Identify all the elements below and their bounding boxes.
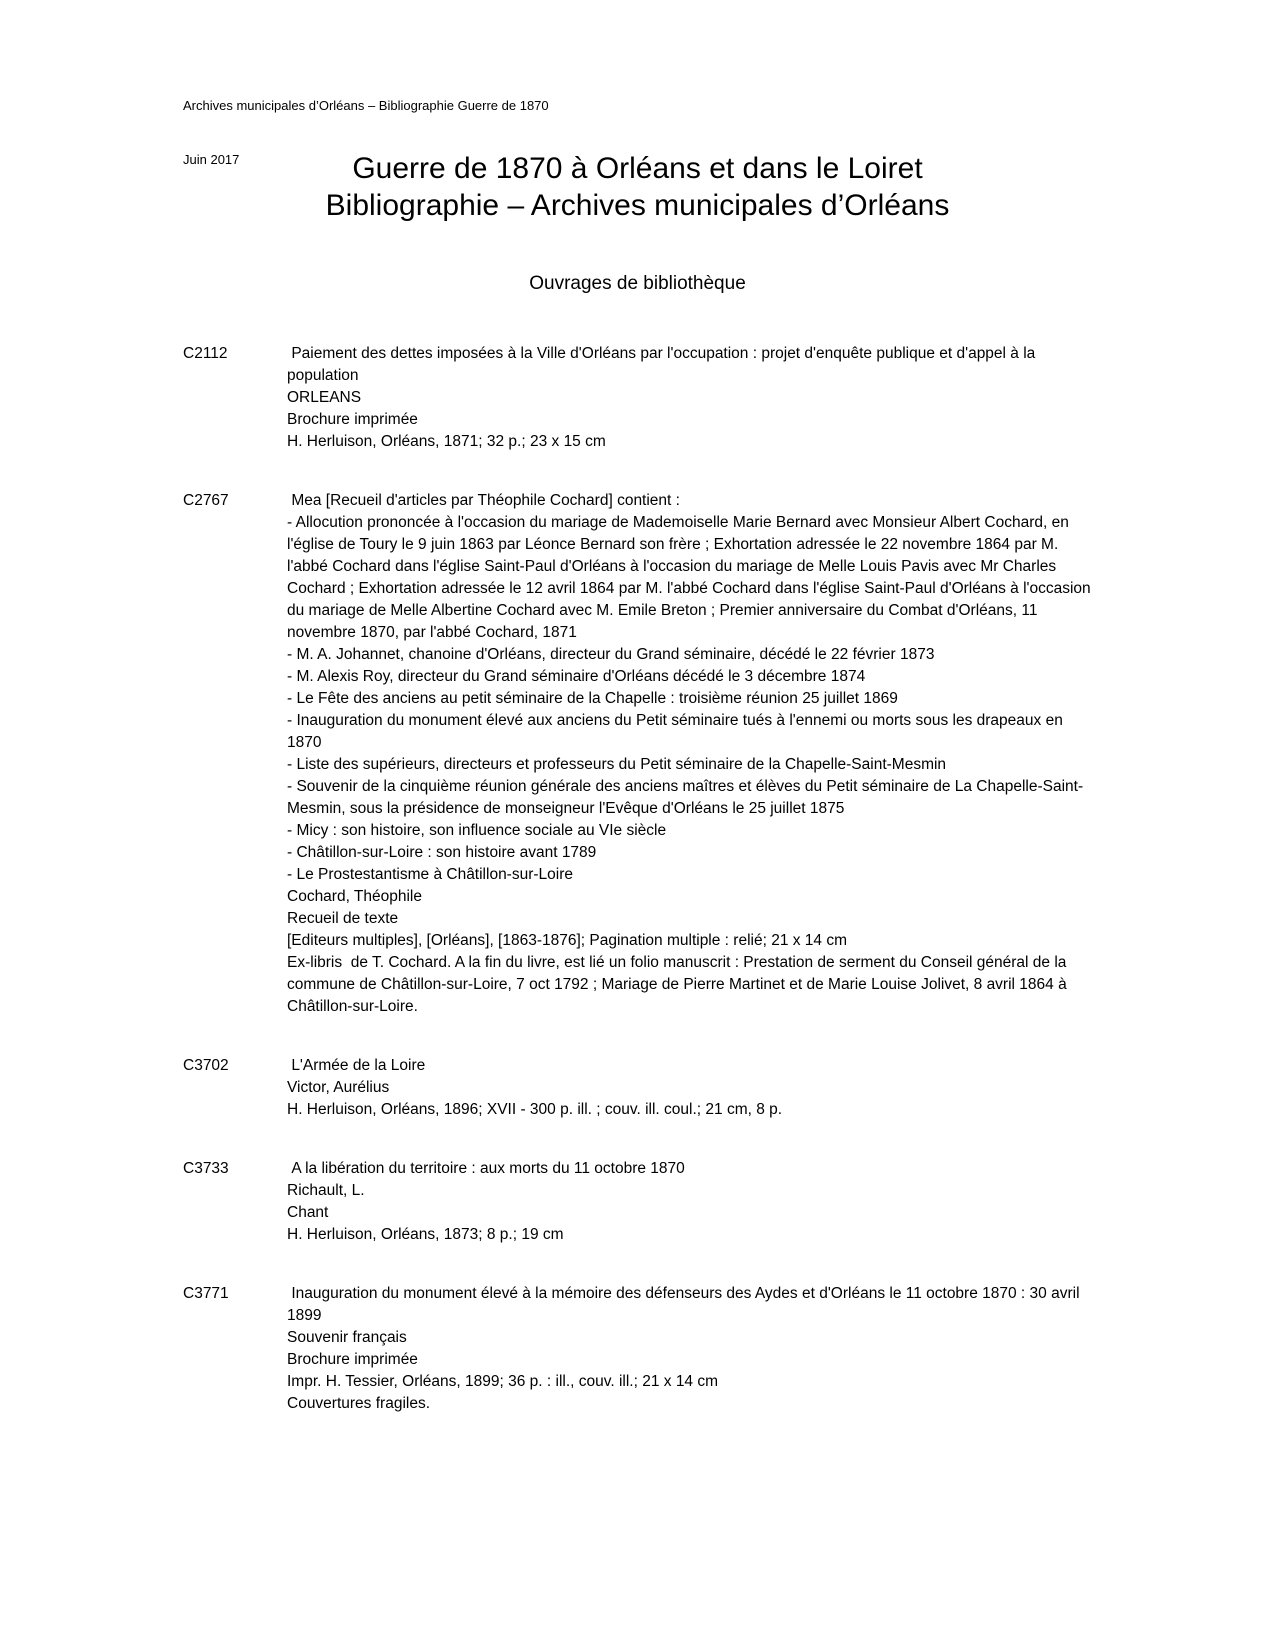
entry-paragraph: Inauguration du monument élevé à la mémoire des défenseurs des Aydes et d'Orléans le 11 octobre 1870 : 30 avril 1899 <box>287 1285 1084 1324</box>
entry-paragraph: - Châtillon-sur-Loire : son histoire avant 1789 <box>287 844 597 861</box>
entry-paragraph: Mea [Recueil d'articles par Théophile Cochard] contient : <box>287 492 680 509</box>
entry-id: C3771 <box>183 1285 229 1302</box>
running-header-line2: Juin 2017 <box>183 152 240 167</box>
entry-paragraph: Ex-libris de T. Cochard. A la fin du livre, est lié un folio manuscrit : Prestation de serment du Conseil général de la commune de Châtillon-sur-Loire, 7 oct 1792 ; Mariage de Pierre Martinet et de Marie Louise Jolivet, 8 avril 1864 à Châtillon-sur-Loire. <box>287 954 1072 1015</box>
entry-paragraph: Cochard, Théophile <box>287 888 422 905</box>
entry-id: C3702 <box>183 1057 229 1074</box>
bibliography-entry <box>183 1055 1098 1121</box>
entry-body <box>287 1055 1098 1121</box>
entry-paragraph: - Souvenir de la cinquième réunion générale des anciens maîtres et élèves du Petit séminaire de La Chapelle-Saint-Mesmin, sous la présidence de monseigneur l'Evêque d'Orléans le 25 juillet 1875 <box>287 778 1084 817</box>
entry-paragraph: - Micy : son histoire, son influence sociale au VIe siècle <box>287 822 667 839</box>
entry-paragraph: Chant <box>287 1204 329 1221</box>
document-title-line2: Bibliographie – Archives municipales d’Orléans <box>325 189 950 223</box>
entry-paragraph: H. Herluison, Orléans, 1896; XVII - 300 p. ill. ; couv. ill. coul.; 21 cm, 8 p. <box>287 1101 783 1118</box>
entry-paragraph: Brochure imprimée <box>287 1351 418 1368</box>
entry-paragraph: L'Armée de la Loire <box>287 1057 426 1074</box>
entry-body <box>287 1158 1098 1246</box>
entry-paragraph: Brochure imprimée <box>287 411 418 428</box>
section-heading: Ouvrages de bibliothèque <box>529 272 746 294</box>
entry-body <box>287 343 1098 453</box>
document-title-line1: Guerre de 1870 à Orléans et dans le Loiret <box>352 152 923 186</box>
entry-paragraph: Impr. H. Tessier, Orléans, 1899; 36 p. : ill., couv. ill.; 21 x 14 cm <box>287 1373 719 1390</box>
running-header-line1: Archives municipales d’Orléans – Bibliographie Guerre de 1870 <box>183 98 549 113</box>
entry-paragraph: - Inauguration du monument élevé aux anciens du Petit séminaire tués à l'ennemi ou morts sous les drapeaux en 1870 <box>287 712 1068 751</box>
entry-paragraph: Recueil de texte <box>287 910 399 927</box>
entry-paragraph: - M. Alexis Roy, directeur du Grand séminaire d'Orléans décédé le 3 décembre 1874 <box>287 668 866 685</box>
entry-paragraph: Richault, L. <box>287 1182 365 1199</box>
bibliography-entry <box>183 490 1098 1018</box>
bibliography-entry <box>183 343 1098 453</box>
entry-paragraph: Souvenir français <box>287 1329 407 1346</box>
entry-id: C2767 <box>183 492 229 509</box>
entry-body <box>287 490 1098 1018</box>
entry-paragraph: - Le Fête des anciens au petit séminaire de la Chapelle : troisième réunion 25 juillet 1869 <box>287 690 898 707</box>
entry-id: C2112 <box>183 345 228 362</box>
entry-paragraph: H. Herluison, Orléans, 1873; 8 p.; 19 cm <box>287 1226 564 1243</box>
bibliography-entry <box>183 1283 1098 1415</box>
entry-paragraph: - Le Prostestantisme à Châtillon-sur-Loire <box>287 866 574 883</box>
entry-paragraph: - Allocution prononcée à l'occasion du mariage de Mademoiselle Marie Bernard avec Monsieur Albert Cochard, en l'église de Toury le 9 juin 1863 par Léonce Bernard son frère ; Exhortation adressée le 22 novembre 1864 par M. l'abbé Cochard dans l'église Saint-Paul d'Orléans à l'occasion du mariage de Melle Louis Pavis avec Mr Charles Cochard ; Exhortation adressée le 12 avril 1864 par M. l'abbé Cochard dans l'église Saint-Paul d'Orléans à l'occasion du mariage de Melle Albertine Cochard avec M. Emile Breton ; Premier anniversaire du Combat d'Orléans, 11 novembre 1870, par l'abbé Cochard, 1871 <box>287 514 1095 641</box>
entry-paragraph: [Editeurs multiples], [Orléans], [1863-1876]; Pagination multiple : relié; 21 x 14 cm <box>287 932 848 949</box>
entry-paragraph: ORLEANS <box>287 389 362 406</box>
bibliography-entry <box>183 1158 1098 1246</box>
entry-paragraph: H. Herluison, Orléans, 1871; 32 p.; 23 x 15 cm <box>287 433 606 450</box>
entry-paragraph: - M. A. Johannet, chanoine d'Orléans, directeur du Grand séminaire, décédé le 22 février 1873 <box>287 646 935 663</box>
entry-paragraph: A la libération du territoire : aux morts du 11 octobre 1870 <box>287 1160 685 1177</box>
entry-paragraph: Couvertures fragiles. <box>287 1395 431 1412</box>
entry-paragraph: Paiement des dettes imposées à la Ville d'Orléans par l'occupation : projet d'enquête publique et d'appel à la population <box>287 345 1040 384</box>
bibliography-entries <box>183 343 1098 1452</box>
entry-body <box>287 1283 1098 1415</box>
entry-paragraph: Victor, Aurélius <box>287 1079 390 1096</box>
entry-id: C3733 <box>183 1160 229 1177</box>
entry-paragraph: - Liste des supérieurs, directeurs et professeurs du Petit séminaire de la Chapelle-Saint-Mesmin <box>287 756 947 773</box>
document-title <box>0 150 1275 224</box>
